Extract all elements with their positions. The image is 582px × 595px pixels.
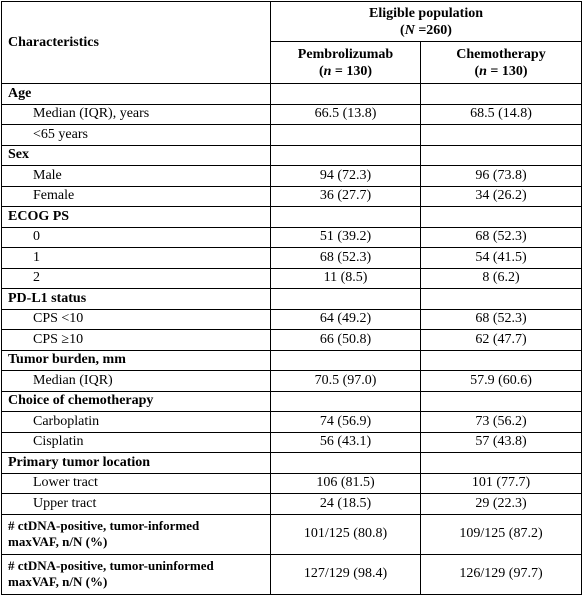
table-row	[2, 248, 582, 269]
row-label: Median (IQR), years	[2, 104, 271, 125]
chemo-value: 68 (52.3)	[421, 309, 582, 330]
row-label: Tumor burden, mm	[2, 350, 271, 371]
row-label: PD-L1 status	[2, 289, 271, 310]
table-row	[2, 186, 582, 207]
chemo-value	[421, 453, 582, 474]
baseline-characteristics-table	[1, 1, 582, 595]
pembro-value: 66 (50.8)	[271, 330, 421, 351]
row-label: CPS <10	[2, 309, 271, 330]
chemo-value: 57 (43.8)	[421, 432, 582, 453]
pembro-value	[271, 350, 421, 371]
pembro-value: 70.5 (97.0)	[271, 371, 421, 392]
row-label: Cisplatin	[2, 432, 271, 453]
category-row-tumor-location	[2, 453, 582, 474]
row-label: Age	[2, 84, 271, 105]
pembro-value: 66.5 (13.8)	[271, 104, 421, 125]
pembrolizumab-header	[271, 42, 421, 84]
group-n: (N =260)	[400, 22, 452, 38]
chemotherapy-n: (n = 130)	[474, 63, 528, 79]
row-label: Primary tumor location	[2, 453, 271, 474]
table-row	[2, 412, 582, 433]
pembro-value	[271, 125, 421, 146]
category-row-age	[2, 84, 582, 105]
chemo-value	[421, 350, 582, 371]
chemo-value: 109/125 (87.2)	[421, 514, 582, 554]
category-row-chemo-choice	[2, 391, 582, 412]
row-label: 0	[2, 227, 271, 248]
pembro-value: 68 (52.3)	[271, 248, 421, 269]
chemotherapy-name: Chemotherapy	[456, 46, 546, 62]
pembro-value: 24 (18.5)	[271, 494, 421, 515]
row-label: ECOG PS	[2, 207, 271, 228]
row-label-line-1: # ctDNA-positive, tumor-uninformed	[8, 558, 214, 573]
chemotherapy-header	[421, 42, 582, 84]
chemo-value	[421, 145, 582, 166]
pembro-value	[271, 453, 421, 474]
chemo-value: 68.5 (14.8)	[421, 104, 582, 125]
pembro-value: 101/125 (80.8)	[271, 514, 421, 554]
row-label-line-1: # ctDNA-positive, tumor-informed	[8, 518, 200, 533]
chemo-value: 34 (26.2)	[421, 186, 582, 207]
chemo-value	[421, 289, 582, 310]
pembro-value: 127/129 (98.4)	[271, 554, 421, 594]
table-row	[2, 125, 582, 146]
header-row-1	[2, 2, 582, 42]
table-row	[2, 330, 582, 351]
row-label-line-2: maxVAF, n/N (%)	[8, 534, 108, 549]
row-label: Upper tract	[2, 494, 271, 515]
pembro-value	[271, 289, 421, 310]
category-row-tumor-burden	[2, 350, 582, 371]
pembrolizumab-n: (n = 130)	[318, 63, 373, 79]
chemo-value: 54 (41.5)	[421, 248, 582, 269]
chemo-value: 57.9 (60.6)	[421, 371, 582, 392]
pembrolizumab-name: Pembrolizumab	[297, 46, 394, 62]
table-row	[2, 494, 582, 515]
row-label: 2	[2, 268, 271, 289]
category-row-ecog	[2, 207, 582, 228]
chemo-value: 126/129 (97.7)	[421, 554, 582, 594]
chemo-value: 8 (6.2)	[421, 268, 582, 289]
row-label: CPS ≥10	[2, 330, 271, 351]
row-label-line-2: maxVAF, n/N (%)	[8, 574, 108, 589]
chemo-value	[421, 207, 582, 228]
table-row	[2, 227, 582, 248]
table-row	[2, 432, 582, 453]
pembro-value	[271, 145, 421, 166]
table-row	[2, 371, 582, 392]
chemo-value	[421, 125, 582, 146]
row-label	[2, 514, 271, 554]
row-label: 1	[2, 248, 271, 269]
row-label: Choice of chemotherapy	[2, 391, 271, 412]
table-row	[2, 166, 582, 187]
row-label: Carboplatin	[2, 412, 271, 433]
chemo-value: 29 (22.3)	[421, 494, 582, 515]
row-label: Male	[2, 166, 271, 187]
table-row	[2, 268, 582, 289]
pembro-value: 51 (39.2)	[271, 227, 421, 248]
table-row	[2, 104, 582, 125]
row-label: Sex	[2, 145, 271, 166]
row-label: Female	[2, 186, 271, 207]
characteristics-header: Characteristics	[2, 2, 271, 84]
category-row-sex	[2, 145, 582, 166]
pembro-value: 56 (43.1)	[271, 432, 421, 453]
table-row	[2, 473, 582, 494]
pembro-value: 64 (49.2)	[271, 309, 421, 330]
pembro-value	[271, 84, 421, 105]
chemo-value: 68 (52.3)	[421, 227, 582, 248]
chemo-value	[421, 84, 582, 105]
pembro-value: 106 (81.5)	[271, 473, 421, 494]
row-label: Lower tract	[2, 473, 271, 494]
pembro-value: 74 (56.9)	[271, 412, 421, 433]
chemo-value: 101 (77.7)	[421, 473, 582, 494]
chemo-value	[421, 391, 582, 412]
pembro-value: 36 (27.7)	[271, 186, 421, 207]
category-row-pdl1	[2, 289, 582, 310]
chemo-value: 62 (47.7)	[421, 330, 582, 351]
pembro-value	[271, 391, 421, 412]
pembro-value: 11 (8.5)	[271, 268, 421, 289]
ctdna-uninformed-row	[2, 554, 582, 594]
chemo-value: 73 (56.2)	[421, 412, 582, 433]
table-row	[2, 309, 582, 330]
chemo-value: 96 (73.8)	[421, 166, 582, 187]
row-label: Median (IQR)	[2, 371, 271, 392]
row-label	[2, 554, 271, 594]
pembro-value	[271, 207, 421, 228]
ctdna-informed-row	[2, 514, 582, 554]
row-label: <65 years	[2, 125, 271, 146]
group-title: Eligible population	[369, 5, 483, 21]
pembro-value: 94 (72.3)	[271, 166, 421, 187]
eligible-population-header	[271, 2, 582, 42]
